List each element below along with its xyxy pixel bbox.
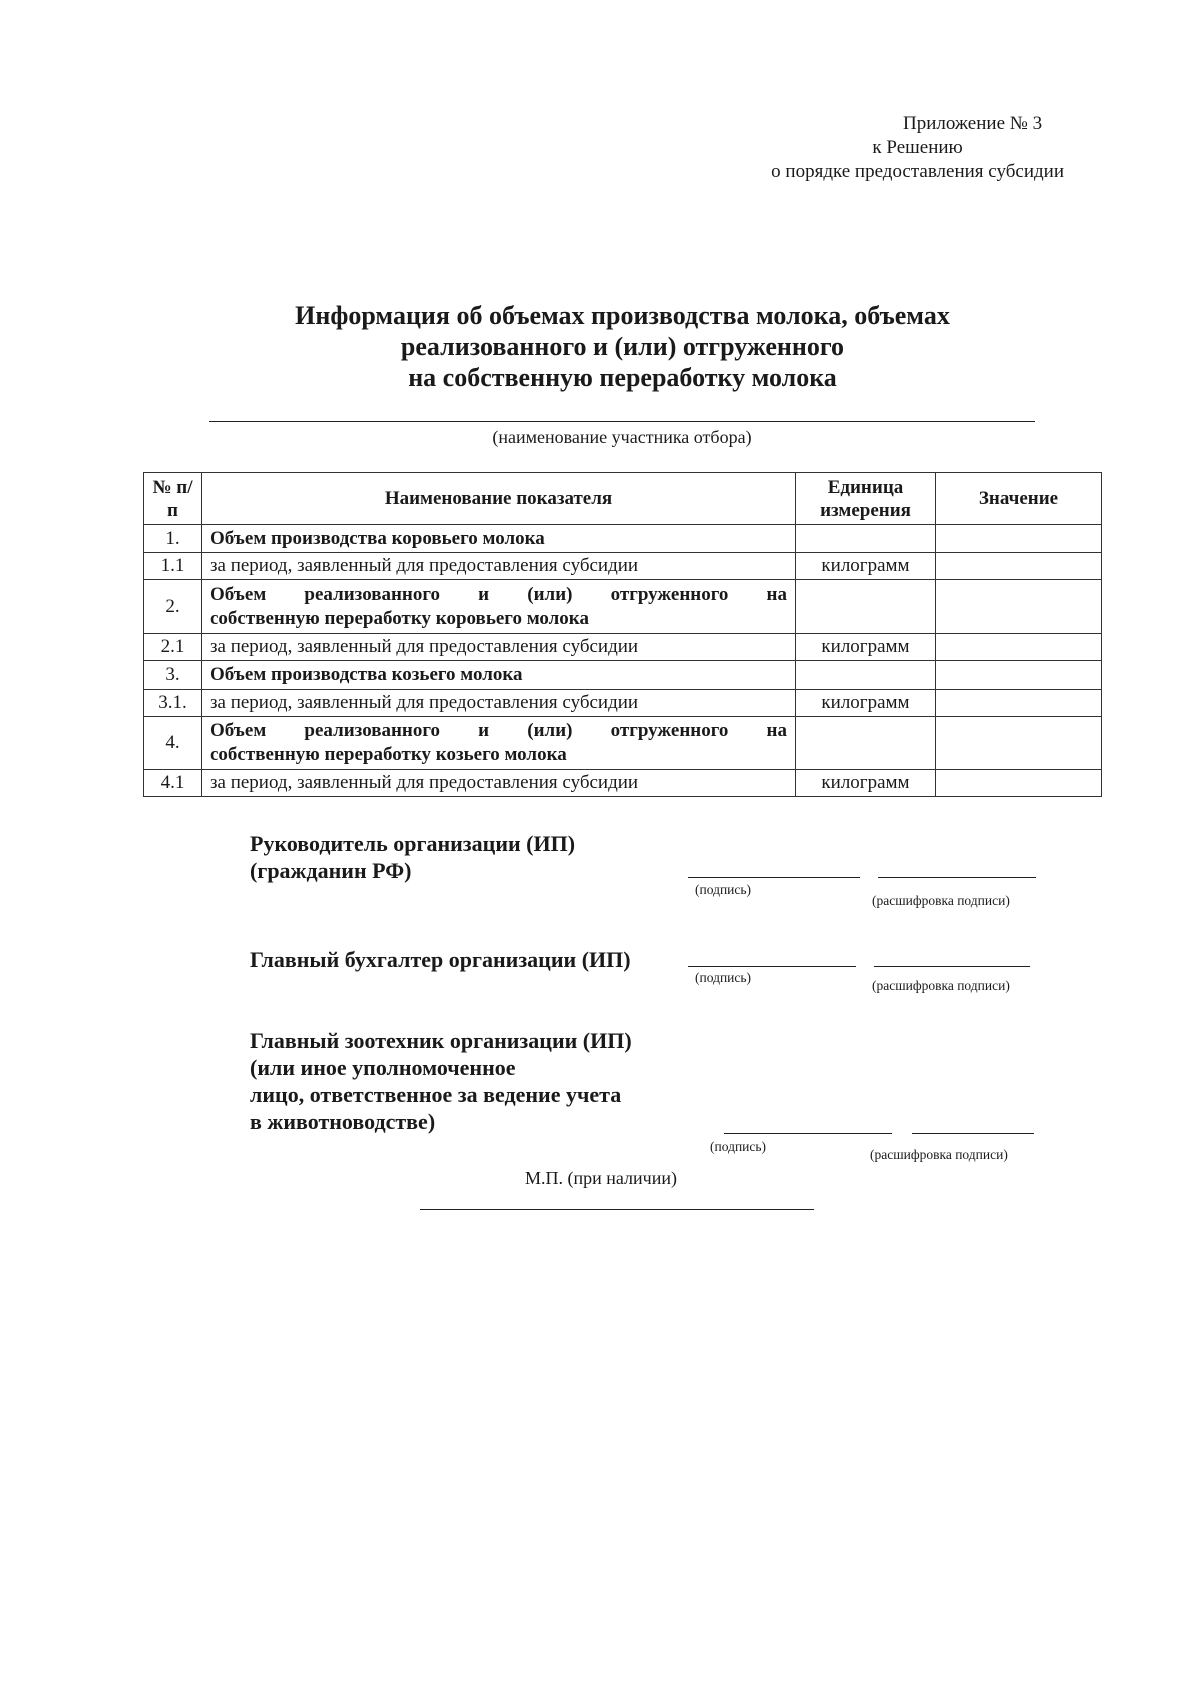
- zootechnician-decoding-caption: (расшифровка подписи): [870, 1147, 1008, 1162]
- row-num: 1.1: [144, 553, 202, 580]
- row-unit: килограмм: [796, 553, 936, 580]
- table-row: [144, 580, 1102, 634]
- table-row: [144, 525, 1102, 553]
- row-name-line-2: собственную переработку козьего молока: [210, 744, 567, 765]
- table-row: [144, 717, 1102, 770]
- table-row: [144, 553, 1102, 580]
- accountant-label-line-1: Главный бухгалтер организации (ИП): [250, 947, 631, 972]
- row-num: 3.: [144, 661, 202, 690]
- zootechnician-label-line-3: лицо, ответственное за ведение учета: [250, 1082, 622, 1107]
- head-signature-caption: (подпись): [695, 882, 752, 897]
- row-value: [936, 770, 1102, 797]
- table-row: [144, 770, 1102, 797]
- row-name: за период, заявленный для предоставления субсидии: [202, 634, 796, 661]
- row-num: 2.1: [144, 634, 202, 661]
- row-name-line-1: Объем реализованного и (или) отгруженного на: [210, 583, 787, 605]
- table-header-row: [144, 473, 1102, 525]
- table-row: [144, 634, 1102, 661]
- row-unit: [796, 525, 936, 553]
- accountant-decoding-line: [874, 966, 1030, 967]
- row-name: [202, 717, 796, 770]
- row-name: Объем производства коровьего молока: [202, 525, 796, 553]
- row-unit: килограмм: [796, 634, 936, 661]
- table-row: [144, 690, 1102, 717]
- zootechnician-signature-line: [724, 1133, 892, 1134]
- row-value: [936, 661, 1102, 690]
- row-name: за период, заявленный для предоставления субсидии: [202, 553, 796, 580]
- accountant-decoding-caption: (расшифровка подписи): [872, 978, 1010, 993]
- row-name: [202, 580, 796, 634]
- row-value: [936, 634, 1102, 661]
- zootechnician-signature-caption: (подпись): [710, 1139, 767, 1154]
- head-signatory-label: [250, 830, 575, 884]
- participant-name-caption: (наименование участника отбора): [492, 427, 752, 447]
- row-value: [936, 690, 1102, 717]
- accountant-signature-line: [688, 966, 856, 967]
- zootechnician-decoding-line: [912, 1133, 1034, 1134]
- seal-line: [420, 1209, 814, 1210]
- row-num: 4.1: [144, 770, 202, 797]
- header-name: Наименование показателя: [202, 473, 796, 525]
- row-unit: килограмм: [796, 690, 936, 717]
- header-num: № п/п: [144, 473, 202, 525]
- participant-name-line: [209, 421, 1035, 422]
- document-title: [0, 300, 1200, 393]
- head-signature-line: [688, 877, 860, 878]
- accountant-signatory-label: [250, 946, 631, 973]
- row-unit: [796, 580, 936, 634]
- appendix-line-3: о порядке предоставления субсидии: [771, 161, 1064, 182]
- row-value: [936, 580, 1102, 634]
- appendix-line-1: Приложение № 3: [903, 113, 1043, 134]
- title-line-2: реализованного и (или) отгруженного: [400, 332, 845, 361]
- row-num: 1.: [144, 525, 202, 553]
- row-value: [936, 717, 1102, 770]
- row-unit: килограмм: [796, 770, 936, 797]
- row-unit: [796, 717, 936, 770]
- zootechnician-label-line-4: в животноводстве): [250, 1109, 436, 1134]
- title-line-3: на собственную переработку молока: [408, 363, 837, 392]
- appendix-line-2: к Решению: [872, 137, 963, 158]
- zootechnician-label-line-2: (или иное уполномоченное: [250, 1055, 516, 1080]
- row-value: [936, 553, 1102, 580]
- row-num: 3.1.: [144, 690, 202, 717]
- accountant-signature-caption: (подпись): [695, 970, 752, 985]
- table-row: [144, 661, 1102, 690]
- indicators-table: [143, 472, 1102, 797]
- row-name-line-1: Объем реализованного и (или) отгруженного на: [210, 720, 787, 741]
- row-value: [936, 525, 1102, 553]
- row-unit: [796, 661, 936, 690]
- seal-label: М.П. (при наличии): [525, 1168, 677, 1188]
- header-value: Значение: [936, 473, 1102, 525]
- row-num: 4.: [144, 717, 202, 770]
- head-label-line-1: Руководитель организации (ИП): [250, 831, 576, 856]
- header-unit: Единица измерения: [796, 473, 936, 525]
- head-label-line-2: (гражданин РФ): [250, 858, 412, 883]
- row-name-line-2: собственную переработку коровьего молока: [210, 607, 589, 629]
- row-name: за период, заявленный для предоставления субсидии: [202, 690, 796, 717]
- row-num: 2.: [144, 580, 202, 634]
- row-name: Объем производства козьего молока: [202, 661, 796, 690]
- head-decoding-line: [878, 877, 1036, 878]
- title-line-1: Информация об объемах производства молока, объемах: [295, 301, 950, 330]
- zootechnician-label-line-1: Главный зоотехник организации (ИП): [250, 1028, 632, 1053]
- row-name: за период, заявленный для предоставления субсидии: [202, 770, 796, 797]
- appendix-note: [771, 112, 1064, 184]
- head-decoding-caption: (расшифровка подписи): [872, 893, 1010, 908]
- zootechnician-signatory-label: [250, 1027, 632, 1135]
